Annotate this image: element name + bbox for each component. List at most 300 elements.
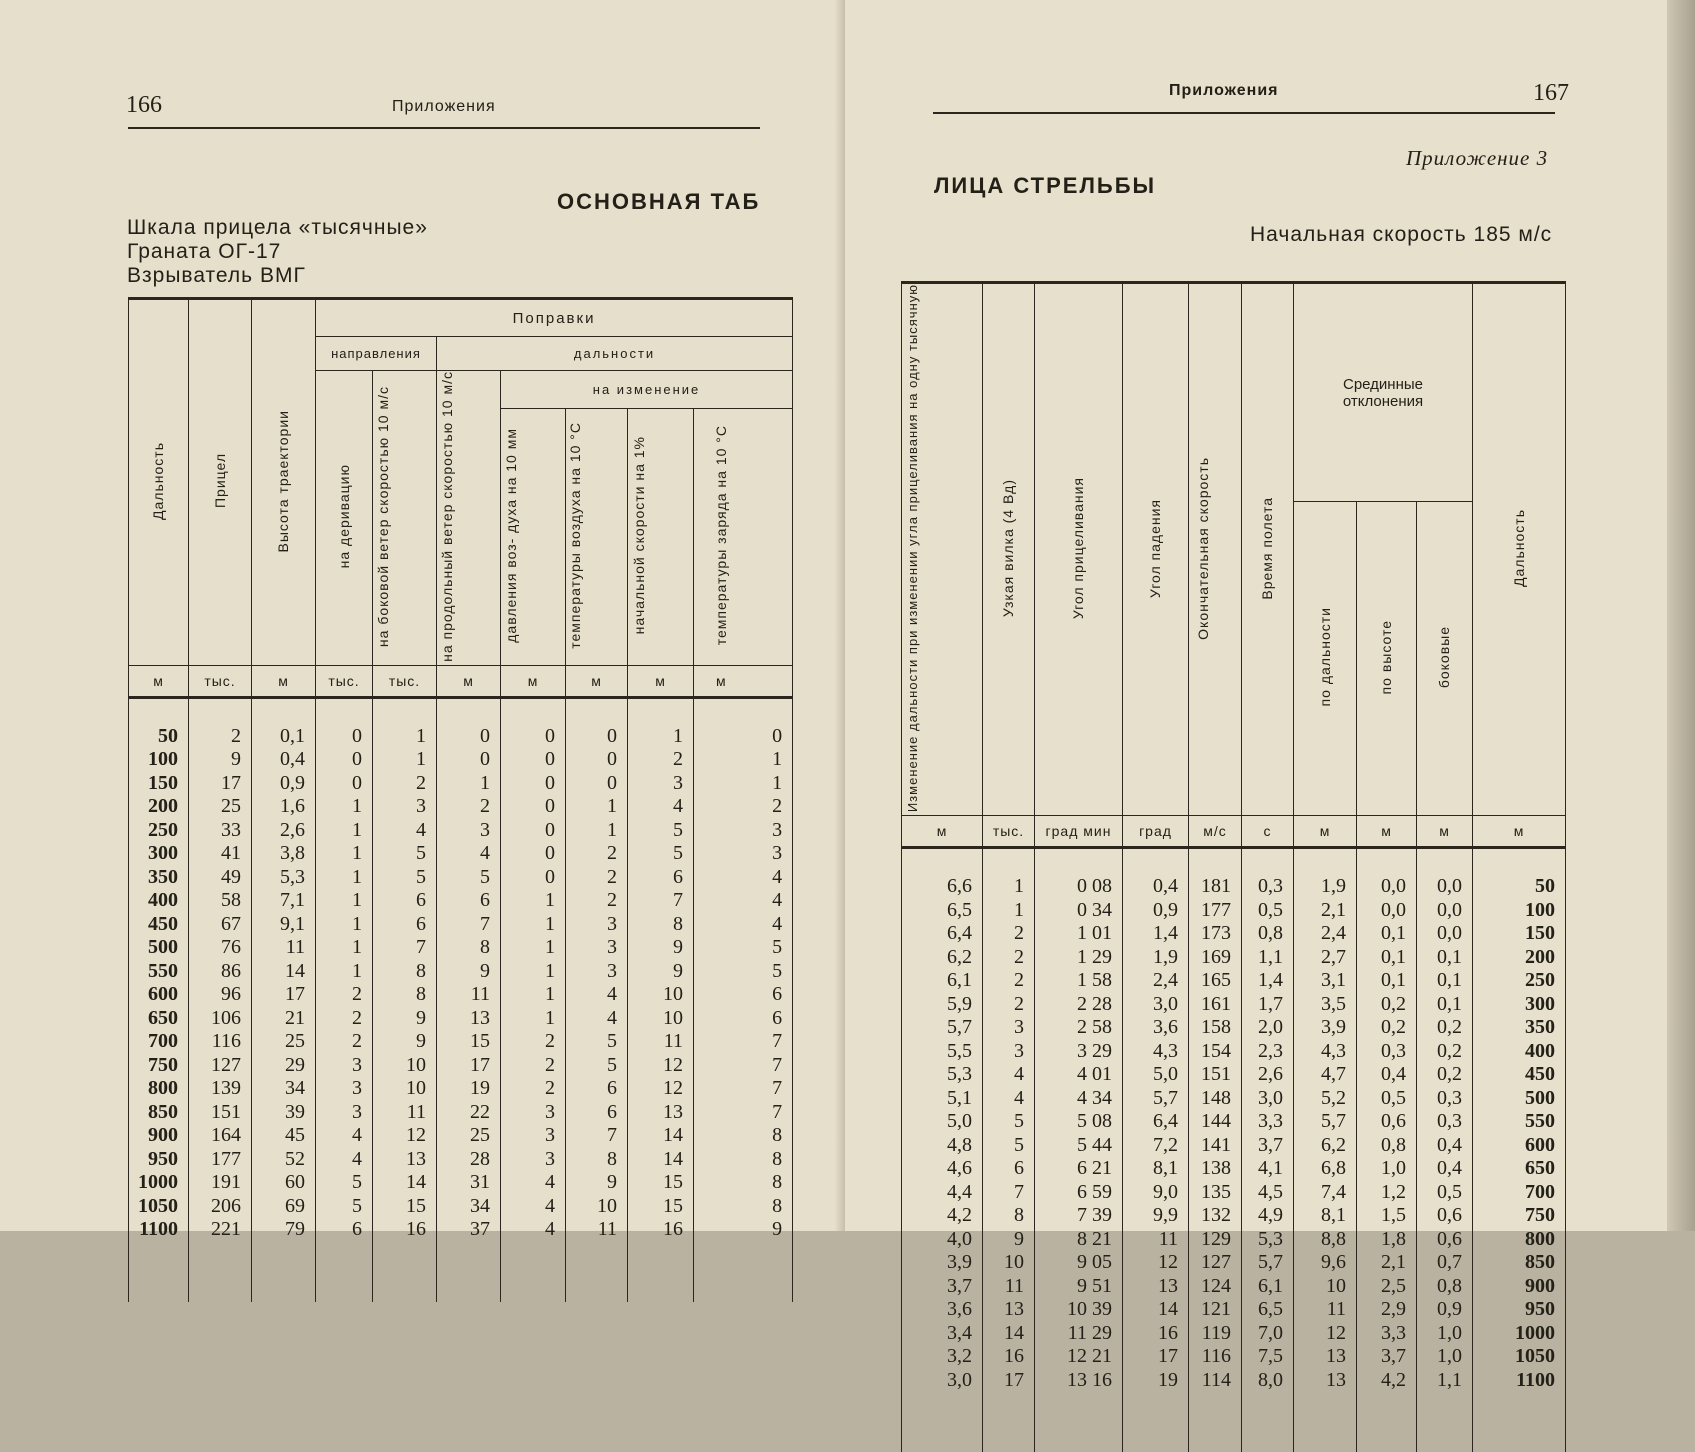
table-cell: 1 xyxy=(694,748,793,772)
table-cell: 10 xyxy=(628,983,694,1007)
table-row xyxy=(902,1345,1566,1369)
unit-cell: м xyxy=(694,665,793,697)
info-line-sight-scale: Шкала прицела «тысячные» xyxy=(127,216,428,239)
table-cell: 5 xyxy=(437,866,501,890)
table-cell: 15 xyxy=(628,1171,694,1195)
table-cell: 49 xyxy=(189,866,252,890)
table-cell: 4,2 xyxy=(902,1204,983,1228)
table-cell: 250 xyxy=(129,819,189,843)
table-cell: 116 xyxy=(189,1030,252,1054)
muzzle-velocity-line: Начальная скорость 185 м/с xyxy=(1250,223,1553,246)
table-cell: 850 xyxy=(129,1101,189,1125)
table-cell: 0,4 xyxy=(1357,1063,1417,1087)
table-row xyxy=(129,1101,793,1125)
table-cell: 4,4 xyxy=(902,1181,983,1205)
table-cell: 2 xyxy=(983,922,1035,946)
table-cell: 3 xyxy=(501,1124,566,1148)
table-cell-empty xyxy=(1123,1392,1189,1452)
table-cell: 0 xyxy=(501,697,566,748)
table-cell: 114 xyxy=(1189,1369,1242,1393)
table-cell: 5,7 xyxy=(1242,1251,1294,1275)
table-cell: 3 xyxy=(694,842,793,866)
unit-cell: м xyxy=(628,665,694,697)
table-cell: 1100 xyxy=(1473,1369,1566,1393)
table-cell: 41 xyxy=(189,842,252,866)
unit-cell: тыс. xyxy=(189,665,252,697)
table-cell: 1 xyxy=(501,936,566,960)
table-cell: 0,8 xyxy=(1242,922,1294,946)
table-cell: 0 xyxy=(501,819,566,843)
table-cell: 2 xyxy=(983,946,1035,970)
table-cell: 12 xyxy=(628,1077,694,1101)
table-cell: 7 39 xyxy=(1035,1204,1123,1228)
table-cell: 7 xyxy=(437,913,501,937)
table-cell: 177 xyxy=(189,1148,252,1172)
table-cell: 19 xyxy=(1123,1369,1189,1393)
table-cell: 151 xyxy=(1189,1063,1242,1087)
table-cell: 6 xyxy=(437,889,501,913)
table-cell: 2,6 xyxy=(252,819,316,843)
table-cell: 650 xyxy=(129,1007,189,1031)
table-cell: 0 xyxy=(501,795,566,819)
page-number-right: 167 xyxy=(1533,80,1569,106)
unit-cell: тыс. xyxy=(373,665,437,697)
table-cell: 4 xyxy=(316,1124,373,1148)
table-row xyxy=(129,936,793,960)
table-cell: 9,9 xyxy=(1123,1204,1189,1228)
table-cell: 7 xyxy=(694,1030,793,1054)
table-cell: 13 xyxy=(1294,1345,1357,1369)
table-cell: 400 xyxy=(129,889,189,913)
table-row xyxy=(902,1369,1566,1393)
table-cell: 700 xyxy=(1473,1181,1566,1205)
table-cell: 12 xyxy=(1123,1251,1189,1275)
table-cell: 13 16 xyxy=(1035,1369,1123,1393)
table-row xyxy=(129,1171,793,1195)
table-cell: 10 xyxy=(566,1195,628,1219)
table-row xyxy=(902,1063,1566,1087)
table-cell: 2 xyxy=(316,1030,373,1054)
table-cell: 9 xyxy=(373,1007,437,1031)
table-cell: 9,0 xyxy=(1123,1181,1189,1205)
table-cell-empty xyxy=(1294,1392,1357,1452)
table-cell: 2 xyxy=(628,748,694,772)
table-cell: 5 08 xyxy=(1035,1110,1123,1134)
table-cell: 2,7 xyxy=(1294,946,1357,970)
table-cell: 121 xyxy=(1189,1298,1242,1322)
table-cell: 3,4 xyxy=(902,1322,983,1346)
table-cell: 1 xyxy=(501,913,566,937)
table-cell: 2 xyxy=(189,697,252,748)
table-cell: 13 xyxy=(628,1101,694,1125)
table-cell: 4 xyxy=(694,889,793,913)
table-cell-empty xyxy=(566,1242,628,1302)
table-cell: 7 xyxy=(628,889,694,913)
table-cell: 169 xyxy=(1189,946,1242,970)
table-cell: 17 xyxy=(983,1369,1035,1393)
table-cell: 6 xyxy=(694,1007,793,1031)
table-cell: 0,0 xyxy=(1417,899,1473,923)
table-row xyxy=(902,1298,1566,1322)
table-cell: 127 xyxy=(1189,1251,1242,1275)
table-cell: 181 xyxy=(1189,848,1242,899)
unit-cell: тыс. xyxy=(316,665,373,697)
table-cell-empty xyxy=(129,1242,189,1302)
unit-cell: м xyxy=(1357,816,1417,848)
table-cell: 119 xyxy=(1189,1322,1242,1346)
table-row xyxy=(902,922,1566,946)
table-cell: 5,3 xyxy=(252,866,316,890)
table-cell: 5,9 xyxy=(902,993,983,1017)
table-cell: 6 xyxy=(983,1157,1035,1181)
table-cell: 300 xyxy=(1473,993,1566,1017)
table-cell: 177 xyxy=(1189,899,1242,923)
table-cell: 7,4 xyxy=(1294,1181,1357,1205)
table-cell: 10 xyxy=(628,1007,694,1031)
table-cell: 14 xyxy=(1123,1298,1189,1322)
table-cell: 1000 xyxy=(1473,1322,1566,1346)
table-cell: 4 xyxy=(694,913,793,937)
unit-cell: м xyxy=(252,665,316,697)
table-cell: 165 xyxy=(1189,969,1242,993)
table-cell: 7,5 xyxy=(1242,1345,1294,1369)
table-cell: 1,4 xyxy=(1242,969,1294,993)
table-cell: 5,7 xyxy=(1123,1087,1189,1111)
table-cell: 9 xyxy=(566,1171,628,1195)
table-cell: 158 xyxy=(1189,1016,1242,1040)
table-cell: 14 xyxy=(983,1322,1035,1346)
table-cell: 1 01 xyxy=(1035,922,1123,946)
table-cell: 2 xyxy=(694,795,793,819)
table-cell: 5,0 xyxy=(902,1110,983,1134)
table-cell: 11 xyxy=(252,936,316,960)
table-cell: 6,4 xyxy=(902,922,983,946)
table-cell: 4 xyxy=(566,1007,628,1031)
table-cell: 0,3 xyxy=(1242,848,1294,899)
table-cell: 1 xyxy=(316,795,373,819)
table-cell: 0 34 xyxy=(1035,899,1123,923)
group-header-deviations: Срединные отклонения xyxy=(1294,283,1473,502)
col-header-narrow-fork: Узкая вилка (4 Вд) xyxy=(983,283,1035,816)
page-number-left: 166 xyxy=(126,92,162,118)
table-cell: 4,6 xyxy=(902,1157,983,1181)
table-cell: 0,3 xyxy=(1417,1110,1473,1134)
table-cell: 0 xyxy=(694,697,793,748)
col-header-crosswind: на боковой ветер скоростью 10 м/с xyxy=(373,371,437,666)
table-cell: 0,5 xyxy=(1357,1087,1417,1111)
table-cell: 0,2 xyxy=(1417,1063,1473,1087)
table-row xyxy=(902,1040,1566,1064)
table-cell: 9 xyxy=(373,1030,437,1054)
table-cell: 7,0 xyxy=(1242,1322,1294,1346)
table-cell: 0,4 xyxy=(252,748,316,772)
table-cell: 1 xyxy=(501,1007,566,1031)
table-cell: 4,1 xyxy=(1242,1157,1294,1181)
table-cell: 3,0 xyxy=(902,1369,983,1393)
table-cell: 1050 xyxy=(129,1195,189,1219)
table-cell: 221 xyxy=(189,1218,252,1242)
table-cell: 3 xyxy=(316,1054,373,1078)
table-cell: 2 xyxy=(437,795,501,819)
table-row xyxy=(129,913,793,937)
table-row-spacer xyxy=(902,1392,1566,1452)
table-cell-empty xyxy=(1357,1392,1417,1452)
table-cell: 0 xyxy=(566,772,628,796)
table-cell: 13 xyxy=(1123,1275,1189,1299)
table-cell: 1050 xyxy=(1473,1345,1566,1369)
table-cell: 950 xyxy=(129,1148,189,1172)
table-cell: 11 xyxy=(1123,1228,1189,1252)
table-cell: 350 xyxy=(129,866,189,890)
col-header-dev-range: по дальности xyxy=(1294,502,1357,816)
table-cell: 0 xyxy=(316,697,373,748)
table-cell-empty xyxy=(628,1242,694,1302)
table-cell: 1,1 xyxy=(1242,946,1294,970)
table-row xyxy=(902,1204,1566,1228)
table-cell: 4 xyxy=(983,1063,1035,1087)
table-cell: 173 xyxy=(1189,922,1242,946)
table-cell: 9 xyxy=(189,748,252,772)
table-cell: 6 xyxy=(694,983,793,1007)
table-cell: 450 xyxy=(129,913,189,937)
table-cell: 127 xyxy=(189,1054,252,1078)
table-cell: 6,5 xyxy=(902,899,983,923)
table-cell: 3,5 xyxy=(1294,993,1357,1017)
table-cell: 4,9 xyxy=(1242,1204,1294,1228)
table-cell: 0,6 xyxy=(1417,1228,1473,1252)
table-cell: 138 xyxy=(1189,1157,1242,1181)
table-cell: 0,1 xyxy=(1357,946,1417,970)
right-page xyxy=(845,0,1667,1391)
table-cell: 3,7 xyxy=(1242,1134,1294,1158)
table-cell: 5,5 xyxy=(902,1040,983,1064)
table-cell: 1 xyxy=(983,848,1035,899)
table-cell: 45 xyxy=(252,1124,316,1148)
unit-cell: град xyxy=(1123,816,1189,848)
table-cell: 5,1 xyxy=(902,1087,983,1111)
table-cell: 16 xyxy=(628,1218,694,1242)
table-cell: 6,1 xyxy=(1242,1275,1294,1299)
table-cell-empty xyxy=(1242,1392,1294,1452)
table-cell: 5,7 xyxy=(1294,1110,1357,1134)
table-cell: 15 xyxy=(628,1195,694,1219)
table-cell: 550 xyxy=(129,960,189,984)
table-cell: 200 xyxy=(129,795,189,819)
table-row xyxy=(902,1157,1566,1181)
table-cell: 6 xyxy=(373,889,437,913)
table-cell: 1000 xyxy=(129,1171,189,1195)
col-header-air-temperature: температуры воздуха на 10 °С xyxy=(566,408,628,665)
table-cell: 0,0 xyxy=(1357,848,1417,899)
table-cell: 4 xyxy=(566,983,628,1007)
table-cell: 0,1 xyxy=(1417,993,1473,1017)
table-cell: 950 xyxy=(1473,1298,1566,1322)
table-cell: 13 xyxy=(373,1148,437,1172)
table-row xyxy=(902,1228,1566,1252)
table-cell: 7 xyxy=(694,1077,793,1101)
table-cell: 79 xyxy=(252,1218,316,1242)
table-cell: 700 xyxy=(129,1030,189,1054)
table-cell: 500 xyxy=(1473,1087,1566,1111)
table-cell: 10 xyxy=(373,1054,437,1078)
table-cell: 3,8 xyxy=(252,842,316,866)
table-cell: 8 xyxy=(694,1124,793,1148)
table-cell: 0,0 xyxy=(1417,848,1473,899)
table-cell: 550 xyxy=(1473,1110,1566,1134)
table-cell: 3,6 xyxy=(1123,1016,1189,1040)
table-cell: 124 xyxy=(1189,1275,1242,1299)
table-cell-empty xyxy=(1035,1392,1123,1452)
table-cell: 3,9 xyxy=(1294,1016,1357,1040)
table-row xyxy=(902,1275,1566,1299)
table-cell: 500 xyxy=(129,936,189,960)
unit-cell: м xyxy=(1417,816,1473,848)
table-cell: 0,1 xyxy=(1357,922,1417,946)
running-head-right: Приложения xyxy=(1169,82,1279,99)
table-cell: 2 xyxy=(501,1030,566,1054)
group-header-corrections: Поправки xyxy=(316,299,793,337)
table-cell: 10 xyxy=(983,1251,1035,1275)
table-cell: 29 xyxy=(252,1054,316,1078)
table-cell: 900 xyxy=(129,1124,189,1148)
table-cell: 4 xyxy=(628,795,694,819)
table-cell: 96 xyxy=(189,983,252,1007)
table-cell: 4,7 xyxy=(1294,1063,1357,1087)
table-cell: 16 xyxy=(983,1345,1035,1369)
table-cell: 100 xyxy=(129,748,189,772)
table-cell: 0,5 xyxy=(1242,899,1294,923)
table-cell-empty xyxy=(437,1242,501,1302)
table-cell: 144 xyxy=(1189,1110,1242,1134)
table-cell: 10 xyxy=(1294,1275,1357,1299)
table-cell: 150 xyxy=(129,772,189,796)
table-cell: 0 xyxy=(501,866,566,890)
table-cell: 6,8 xyxy=(1294,1157,1357,1181)
table-cell: 6,5 xyxy=(1242,1298,1294,1322)
table-cell: 13 xyxy=(983,1298,1035,1322)
table-cell: 2,6 xyxy=(1242,1063,1294,1087)
table-cell: 8 xyxy=(437,936,501,960)
table-cell: 25 xyxy=(252,1030,316,1054)
table-cell: 2,4 xyxy=(1294,922,1357,946)
table-cell: 2,9 xyxy=(1357,1298,1417,1322)
table-row xyxy=(129,1218,793,1242)
table-cell: 0,0 xyxy=(1417,922,1473,946)
table-cell: 28 xyxy=(437,1148,501,1172)
table-cell: 0,2 xyxy=(1417,1040,1473,1064)
table-cell-empty xyxy=(1189,1392,1242,1452)
table-cell: 5,3 xyxy=(1242,1228,1294,1252)
table-cell: 1 xyxy=(373,748,437,772)
table-cell: 300 xyxy=(129,842,189,866)
table-cell: 5 44 xyxy=(1035,1134,1123,1158)
table-cell: 9 xyxy=(983,1228,1035,1252)
table-cell: 37 xyxy=(437,1218,501,1242)
table-cell: 2 xyxy=(566,842,628,866)
table-cell: 0 xyxy=(437,697,501,748)
header-rule-left xyxy=(128,127,760,129)
table-cell: 1,1 xyxy=(1417,1369,1473,1393)
table-cell: 8,1 xyxy=(1123,1157,1189,1181)
table-cell: 16 xyxy=(373,1218,437,1242)
table-cell: 8,1 xyxy=(1294,1204,1357,1228)
table-cell: 25 xyxy=(437,1124,501,1148)
unit-cell: тыс. xyxy=(983,816,1035,848)
table-cell: 8,0 xyxy=(1242,1369,1294,1393)
table-row xyxy=(129,1077,793,1101)
table-cell-empty xyxy=(501,1242,566,1302)
table-cell: 800 xyxy=(129,1077,189,1101)
table-cell: 350 xyxy=(1473,1016,1566,1040)
table-cell: 5 xyxy=(983,1110,1035,1134)
table-cell: 8 xyxy=(694,1148,793,1172)
table-cell: 9 xyxy=(628,960,694,984)
page-edge xyxy=(1667,0,1695,1231)
table-row xyxy=(902,946,1566,970)
col-header-range: Дальность xyxy=(129,299,189,666)
table-cell: 8 xyxy=(566,1148,628,1172)
table-cell: 1 xyxy=(316,866,373,890)
table-cell: 4,2 xyxy=(1357,1369,1417,1393)
table-cell: 3 xyxy=(983,1040,1035,1064)
table-cell: 11 xyxy=(437,983,501,1007)
table-cell: 6 xyxy=(316,1218,373,1242)
table-cell: 7 xyxy=(694,1101,793,1125)
table-cell: 4,8 xyxy=(902,1134,983,1158)
table-cell-empty xyxy=(1473,1392,1566,1452)
table-cell: 0,2 xyxy=(1357,993,1417,1017)
col-header-derivation: на деривацию xyxy=(316,371,373,666)
table-cell: 10 xyxy=(373,1077,437,1101)
table-cell: 1,0 xyxy=(1417,1322,1473,1346)
table-cell: 12 xyxy=(373,1124,437,1148)
table-cell: 3 xyxy=(501,1148,566,1172)
table-row xyxy=(129,795,793,819)
table-row xyxy=(129,819,793,843)
table-cell: 0,3 xyxy=(1357,1040,1417,1064)
table-cell: 100 xyxy=(1473,899,1566,923)
table-cell: 132 xyxy=(1189,1204,1242,1228)
table-cell: 58 xyxy=(189,889,252,913)
table-row xyxy=(129,748,793,772)
table-cell: 8 xyxy=(983,1204,1035,1228)
table-cell: 400 xyxy=(1473,1040,1566,1064)
table-row xyxy=(902,1322,1566,1346)
table-cell: 5 xyxy=(566,1054,628,1078)
table-cell: 2 xyxy=(566,889,628,913)
table-cell: 3 xyxy=(501,1101,566,1125)
table-cell: 3 xyxy=(694,819,793,843)
table-row xyxy=(129,983,793,1007)
table-row xyxy=(902,1181,1566,1205)
table-cell: 0,8 xyxy=(1417,1275,1473,1299)
table-cell: 4,3 xyxy=(1294,1040,1357,1064)
table-cell: 2 xyxy=(566,866,628,890)
table-cell: 1100 xyxy=(129,1218,189,1242)
table-cell: 0,0 xyxy=(1357,899,1417,923)
table-cell: 5 xyxy=(628,842,694,866)
table-cell: 1 xyxy=(316,913,373,937)
table-cell-empty xyxy=(983,1392,1035,1452)
table-cell: 0,3 xyxy=(1417,1087,1473,1111)
col-header-air-pressure: давления воз- духа на 10 мм xyxy=(501,408,566,665)
table-cell: 5 xyxy=(566,1030,628,1054)
table-cell: 4 01 xyxy=(1035,1063,1123,1087)
table-cell: 2,0 xyxy=(1242,1016,1294,1040)
table-cell: 6,4 xyxy=(1123,1110,1189,1134)
table-cell-empty xyxy=(189,1242,252,1302)
table-cell: 3 xyxy=(566,960,628,984)
